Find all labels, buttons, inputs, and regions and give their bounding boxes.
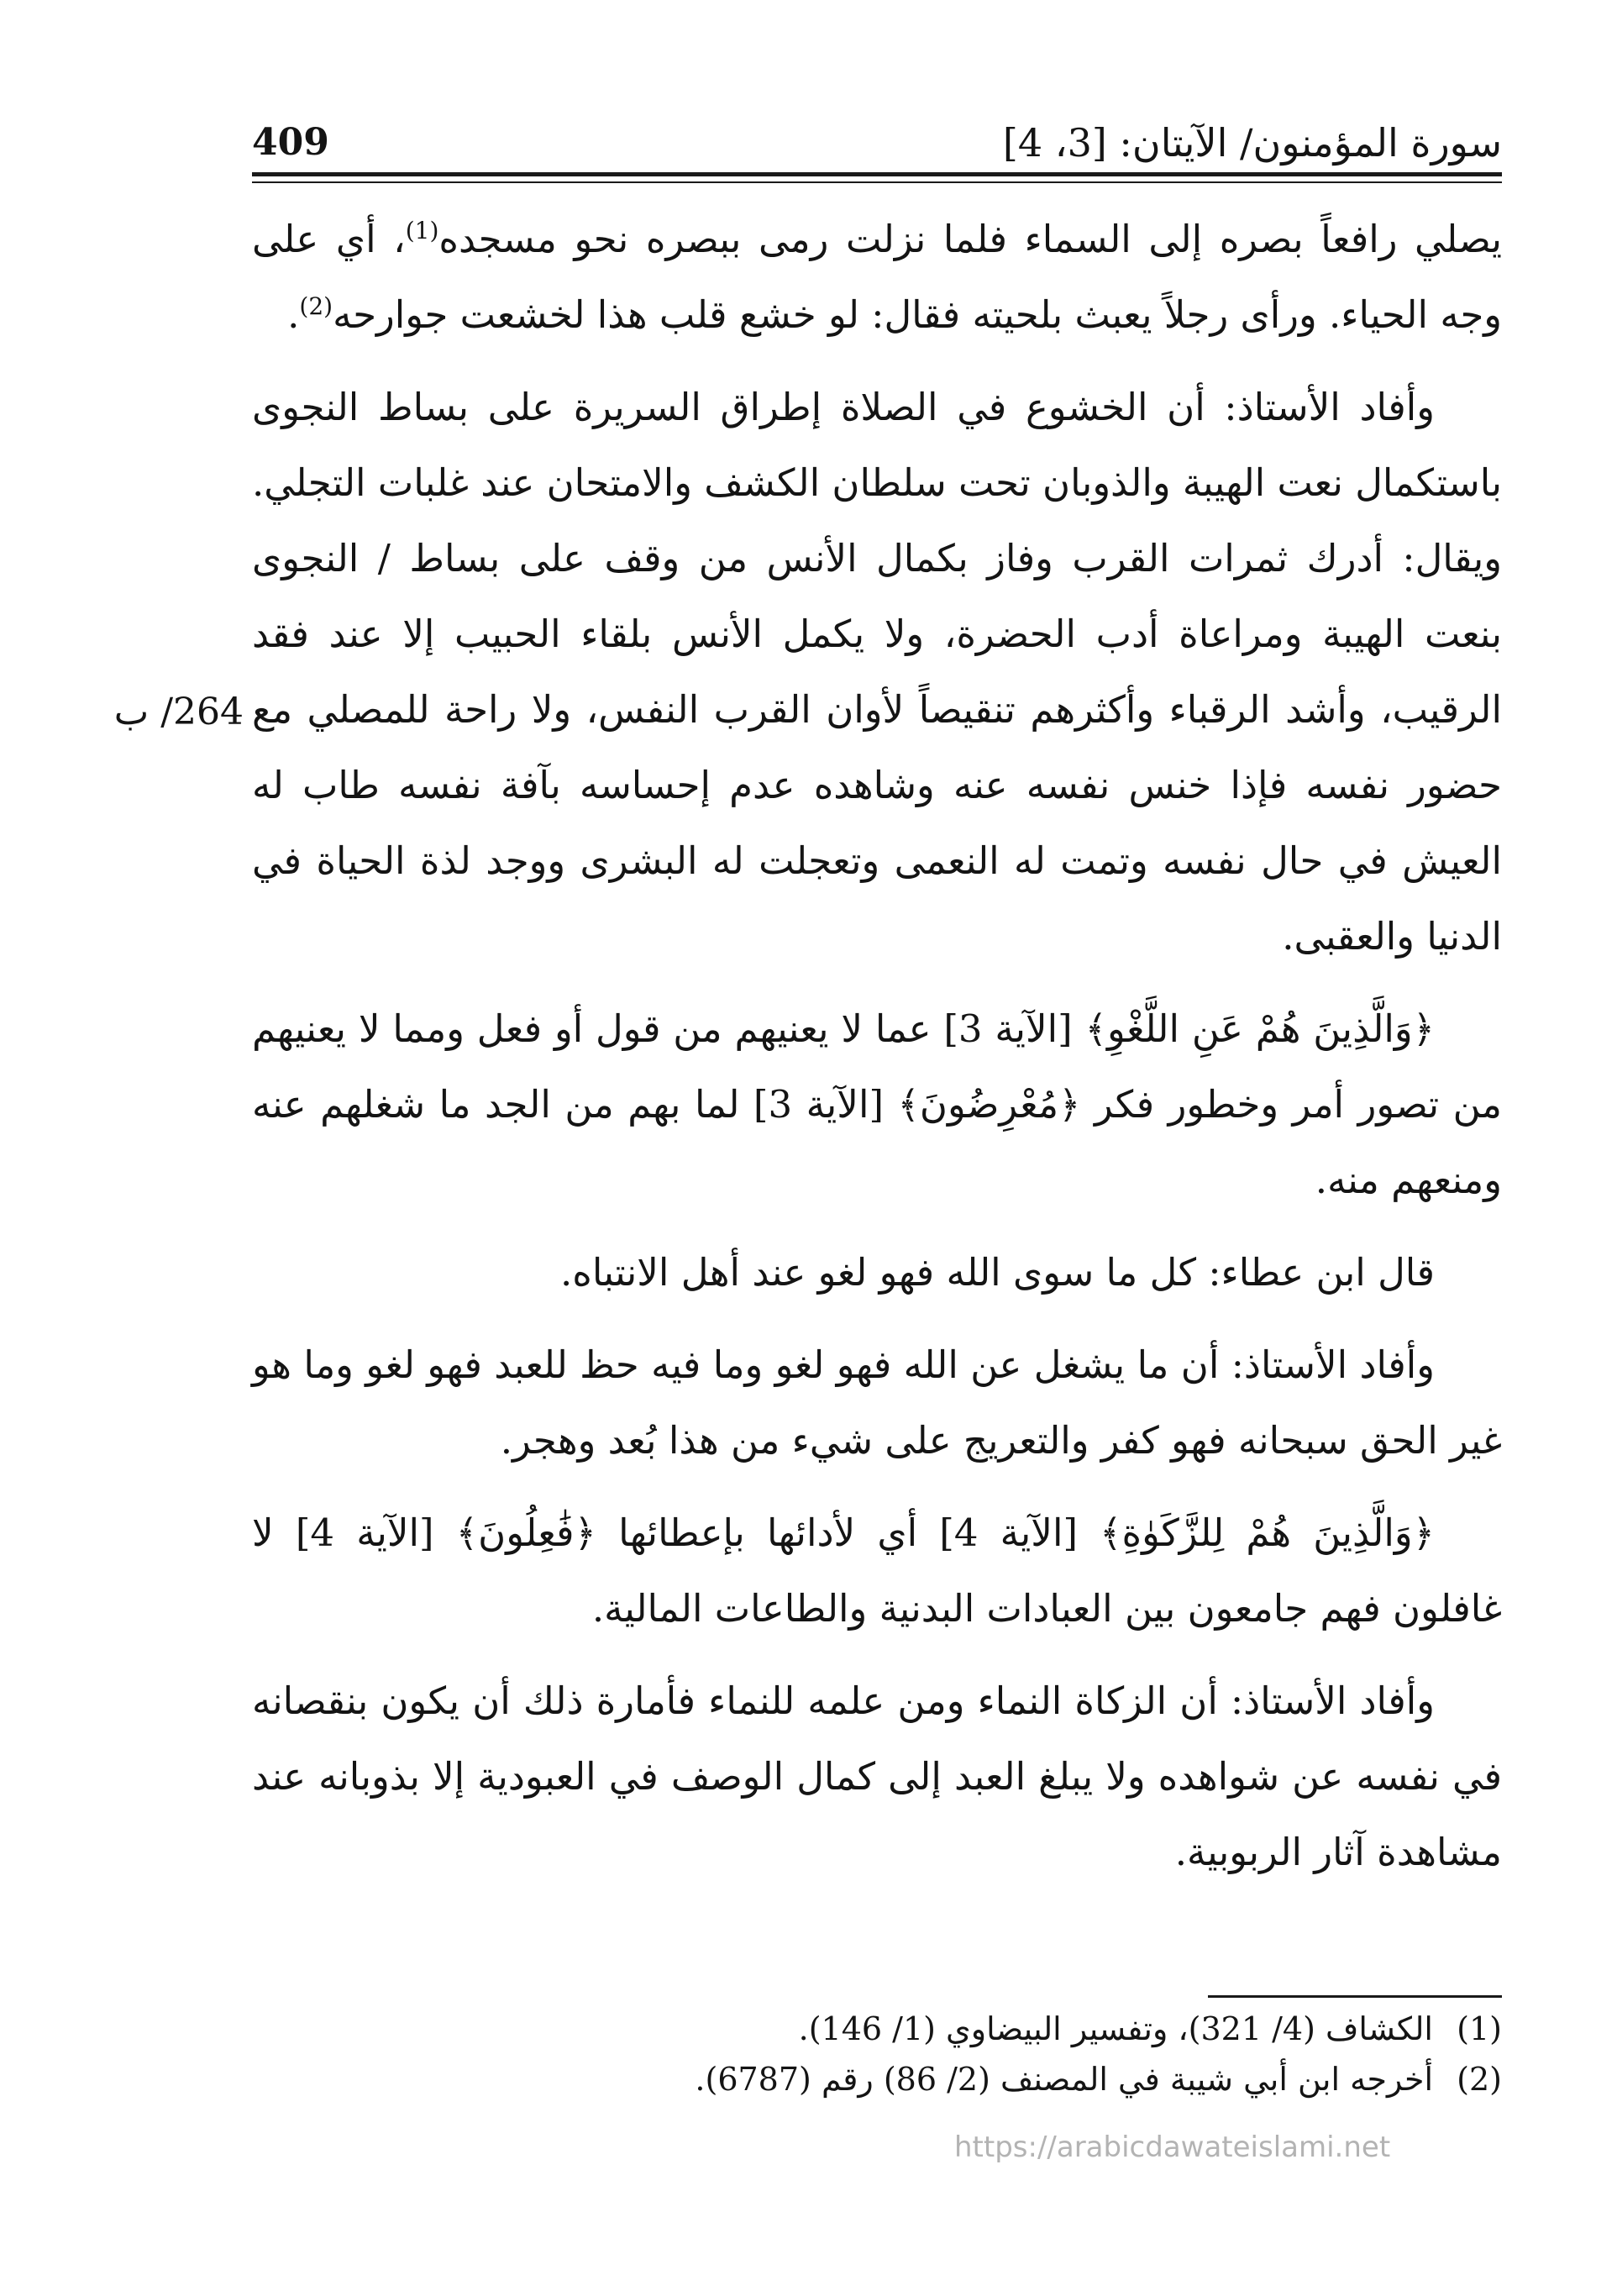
footnote-ref-1: (1) [405,217,439,244]
running-header [252,108,1502,175]
paragraph-3: ﴿وَالَّذِينَ هُمْ عَنِ اللَّغْوِ﴾ [الآية 3] عما لا يعنيهم من قول أو فعل ومما لا يعنيهم من تصور أمر وخطور فكر ﴿مُعْرِضُونَ﴾ [الآية 3] لما بهم من الجد ما شغلهم عنه ومنعهم منه. [252,1006,1502,1202]
footnote-2-number: (2) [1457,2061,1502,2098]
footnote-1 [252,2004,1502,2054]
paragraph-2: وأفاد الأستاذ: أن الخشوع في الصلاة إطراق السريرة على بساط النجوى باستكمال نعت الهيبة والذوبان تحت سلطان الكشف والامتحان عند غلبات التجلي. ويقال: أدرك ثمرات القرب وفاز بكمال الأنس من وقف على بساط / النجوى بنعت الهيبة ومراعاة أدب الحضرة، ولا يكمل الأنس بلقاء الحبيب إلا عند فقد الرقيب، وأشد الرقباء وأكثرهم تنقيصاً لأوان القرب النفس، ولا راحة للمصلي مع حضور نفسه فإذا خنس نفسه عنه وشاهده عدم إحساسه بآفة نفسه طاب له العيش في حال نفسه وتمت له النعمى وتعجلت له البشرى ووجد لذة الحياة في الدنيا والعقبى. [252,385,1502,959]
footnote-separator [1208,1995,1502,1998]
footnote-2 [252,2054,1502,2104]
footnote-ref-2: (2) [299,292,333,320]
paragraph-7: وأفاد الأستاذ: أن الزكاة النماء ومن علمه للنماء فأمارة ذلك أن يكون بنقصانه في نفسه عن شواهده ولا يبلغ العبد إلى كمال الوصف في العبودية إلا بذوبانه عند مشاهدة آثار الربوبية. [252,1679,1502,1874]
footnote-1-number: (1) [1457,2010,1502,2047]
main-text [252,202,1502,1907]
footnote-2-text: أخرجه ابن أبي شيبة في المصنف (2/ 86) رقم (6787). [695,2061,1433,2098]
paragraph-1-pre: يصلي رافعاً بصره إلى السماء فلما نزلت رمى ببصره نحو مسجده [438,217,1502,261]
paragraph-6: ﴿وَالَّذِينَ هُمْ لِلزَّكَوٰةِ﴾ [الآية 4] أي لأدائها بإعطائها ﴿فَٰعِلُونَ﴾ [الآية 4] لا غافلون فهم جامعون بين العبادات البدنية والطاعات المالية. [252,1511,1502,1631]
paragraph-1-post: ، أي على وجه الحياء. ورأى رجلاً يعبث بلحيته فقال: لو خشع قلب هذا لخشعت جوارحه [252,217,1502,337]
footnote-1-text: الكشاف (4/ 321)، وتفسير البيضاوي (1/ 146). [798,2010,1433,2047]
paragraph-1 [252,202,1502,353]
footnotes [252,2004,1502,2104]
header-rule-thin [252,181,1502,183]
page-number: 409 [252,121,329,164]
paragraph-4: قال ابن عطاء: كل ما سوى الله فهو لغو عند أهل الانتباه. [559,1250,1435,1295]
paragraph-5: وأفاد الأستاذ: أن ما يشغل عن الله فهو لغو وما فيه حظ للعبد فهو لغو وما هو غير الحق سبحانه فهو كفر والتعريج على شيء من هذا بُعد وهجر. [252,1342,1502,1463]
surah-title: سورة المؤمنون/ الآيتان: [3، 4] [1002,120,1502,166]
source-watermark: https://arabicdawateislami.net [954,2130,1391,2164]
manuscript-folio-note: 264/ ب [113,691,244,733]
paragraph-1-end: . [287,292,300,337]
header-rule-thick [252,172,1502,176]
